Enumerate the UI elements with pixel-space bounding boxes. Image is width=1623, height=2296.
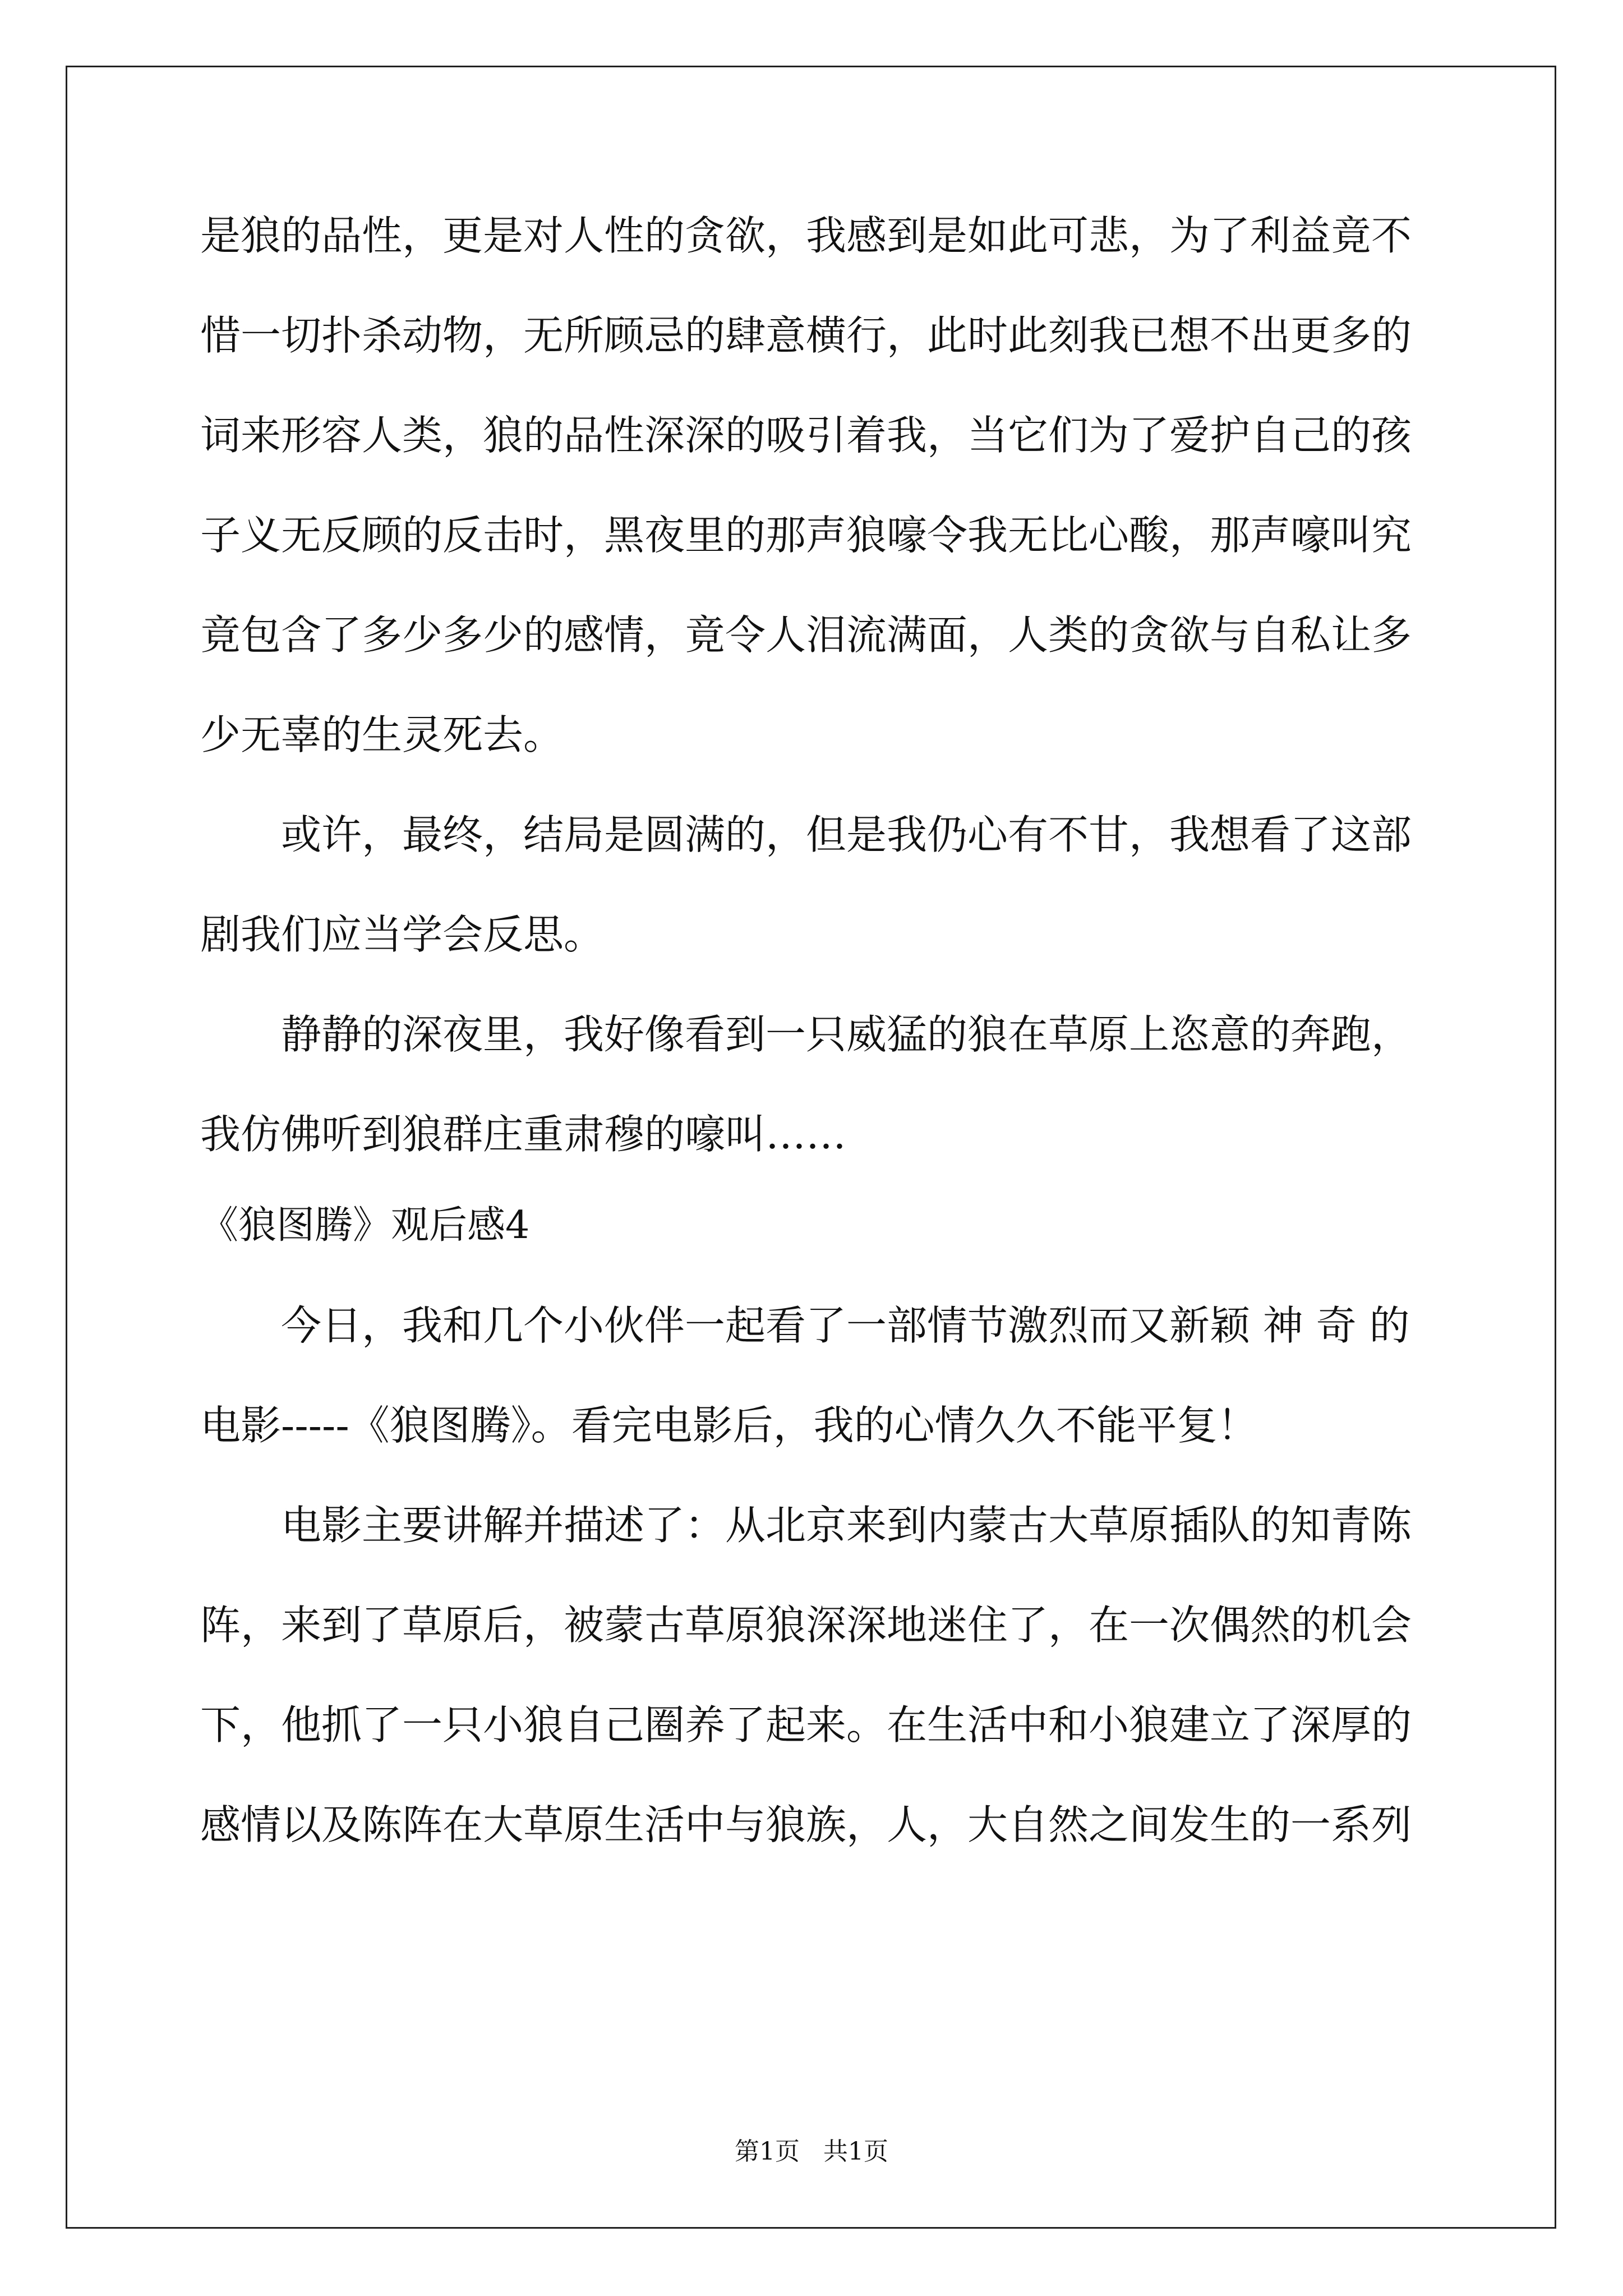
text-line: 是狼的品性，更是对人性的贪欲，我感到是如此可悲，为了利益竟不 [200, 212, 1412, 259]
page-number-footer: 第1页 共1页 [735, 2137, 888, 2166]
section-heading: 《狼图腾》观后感4 [200, 1203, 530, 1248]
text-line: 感情以及陈阵在大草原生活中与狼族，人，大自然之间发生的一系列 [200, 1801, 1412, 1848]
text-line: 少无辜的生灵死去。 [200, 711, 564, 758]
text-line: 今日，我和几个小伙伴一起看了一部情节激烈而又新颖 神 奇 的 [281, 1302, 1410, 1349]
text-line: 阵，来到了草原后，被蒙古草原狼深深地迷住了，在一次偶然的机会 [200, 1602, 1412, 1649]
text-line: 电影主要讲解并描述了：从北京来到内蒙古大草原插队的知青陈 [281, 1502, 1412, 1549]
text-line: 下，他抓了一只小狼自己圈养了起来。在生活中和小狼建立了深厚的 [200, 1701, 1412, 1749]
text-line: 我仿佛听到狼群庄重肃穆的嚎叫…… [200, 1111, 847, 1158]
text-line: 惜一切扑杀动物，无所顾忌的肆意横行，此时此刻我已想不出更多的 [200, 312, 1412, 359]
text-line: 竟包含了多少多少的感情，竟令人泪流满面，人类的贪欲与自私让多 [200, 611, 1412, 659]
text-line: 子义无反顾的反击时，黑夜里的那声狼嚎令我无比心酸，那声嚎叫究 [200, 512, 1412, 559]
text-line: 或许，最终，结局是圆满的，但是我仍心有不甘，我想看了这部 [281, 811, 1412, 858]
text-line: 静静的深夜里，我好像看到一只威猛的狼在草原上恣意的奔跑， [281, 1011, 1412, 1058]
text-line: 剧我们应当学会反思。 [200, 911, 605, 958]
text-line: 电影-----《狼图腾》。看完电影后，我的心情久久不能平复！ [200, 1402, 1258, 1449]
text-line: 词来形容人类，狼的品性深深的吸引着我，当它们为了爱护自己的孩 [200, 412, 1412, 459]
